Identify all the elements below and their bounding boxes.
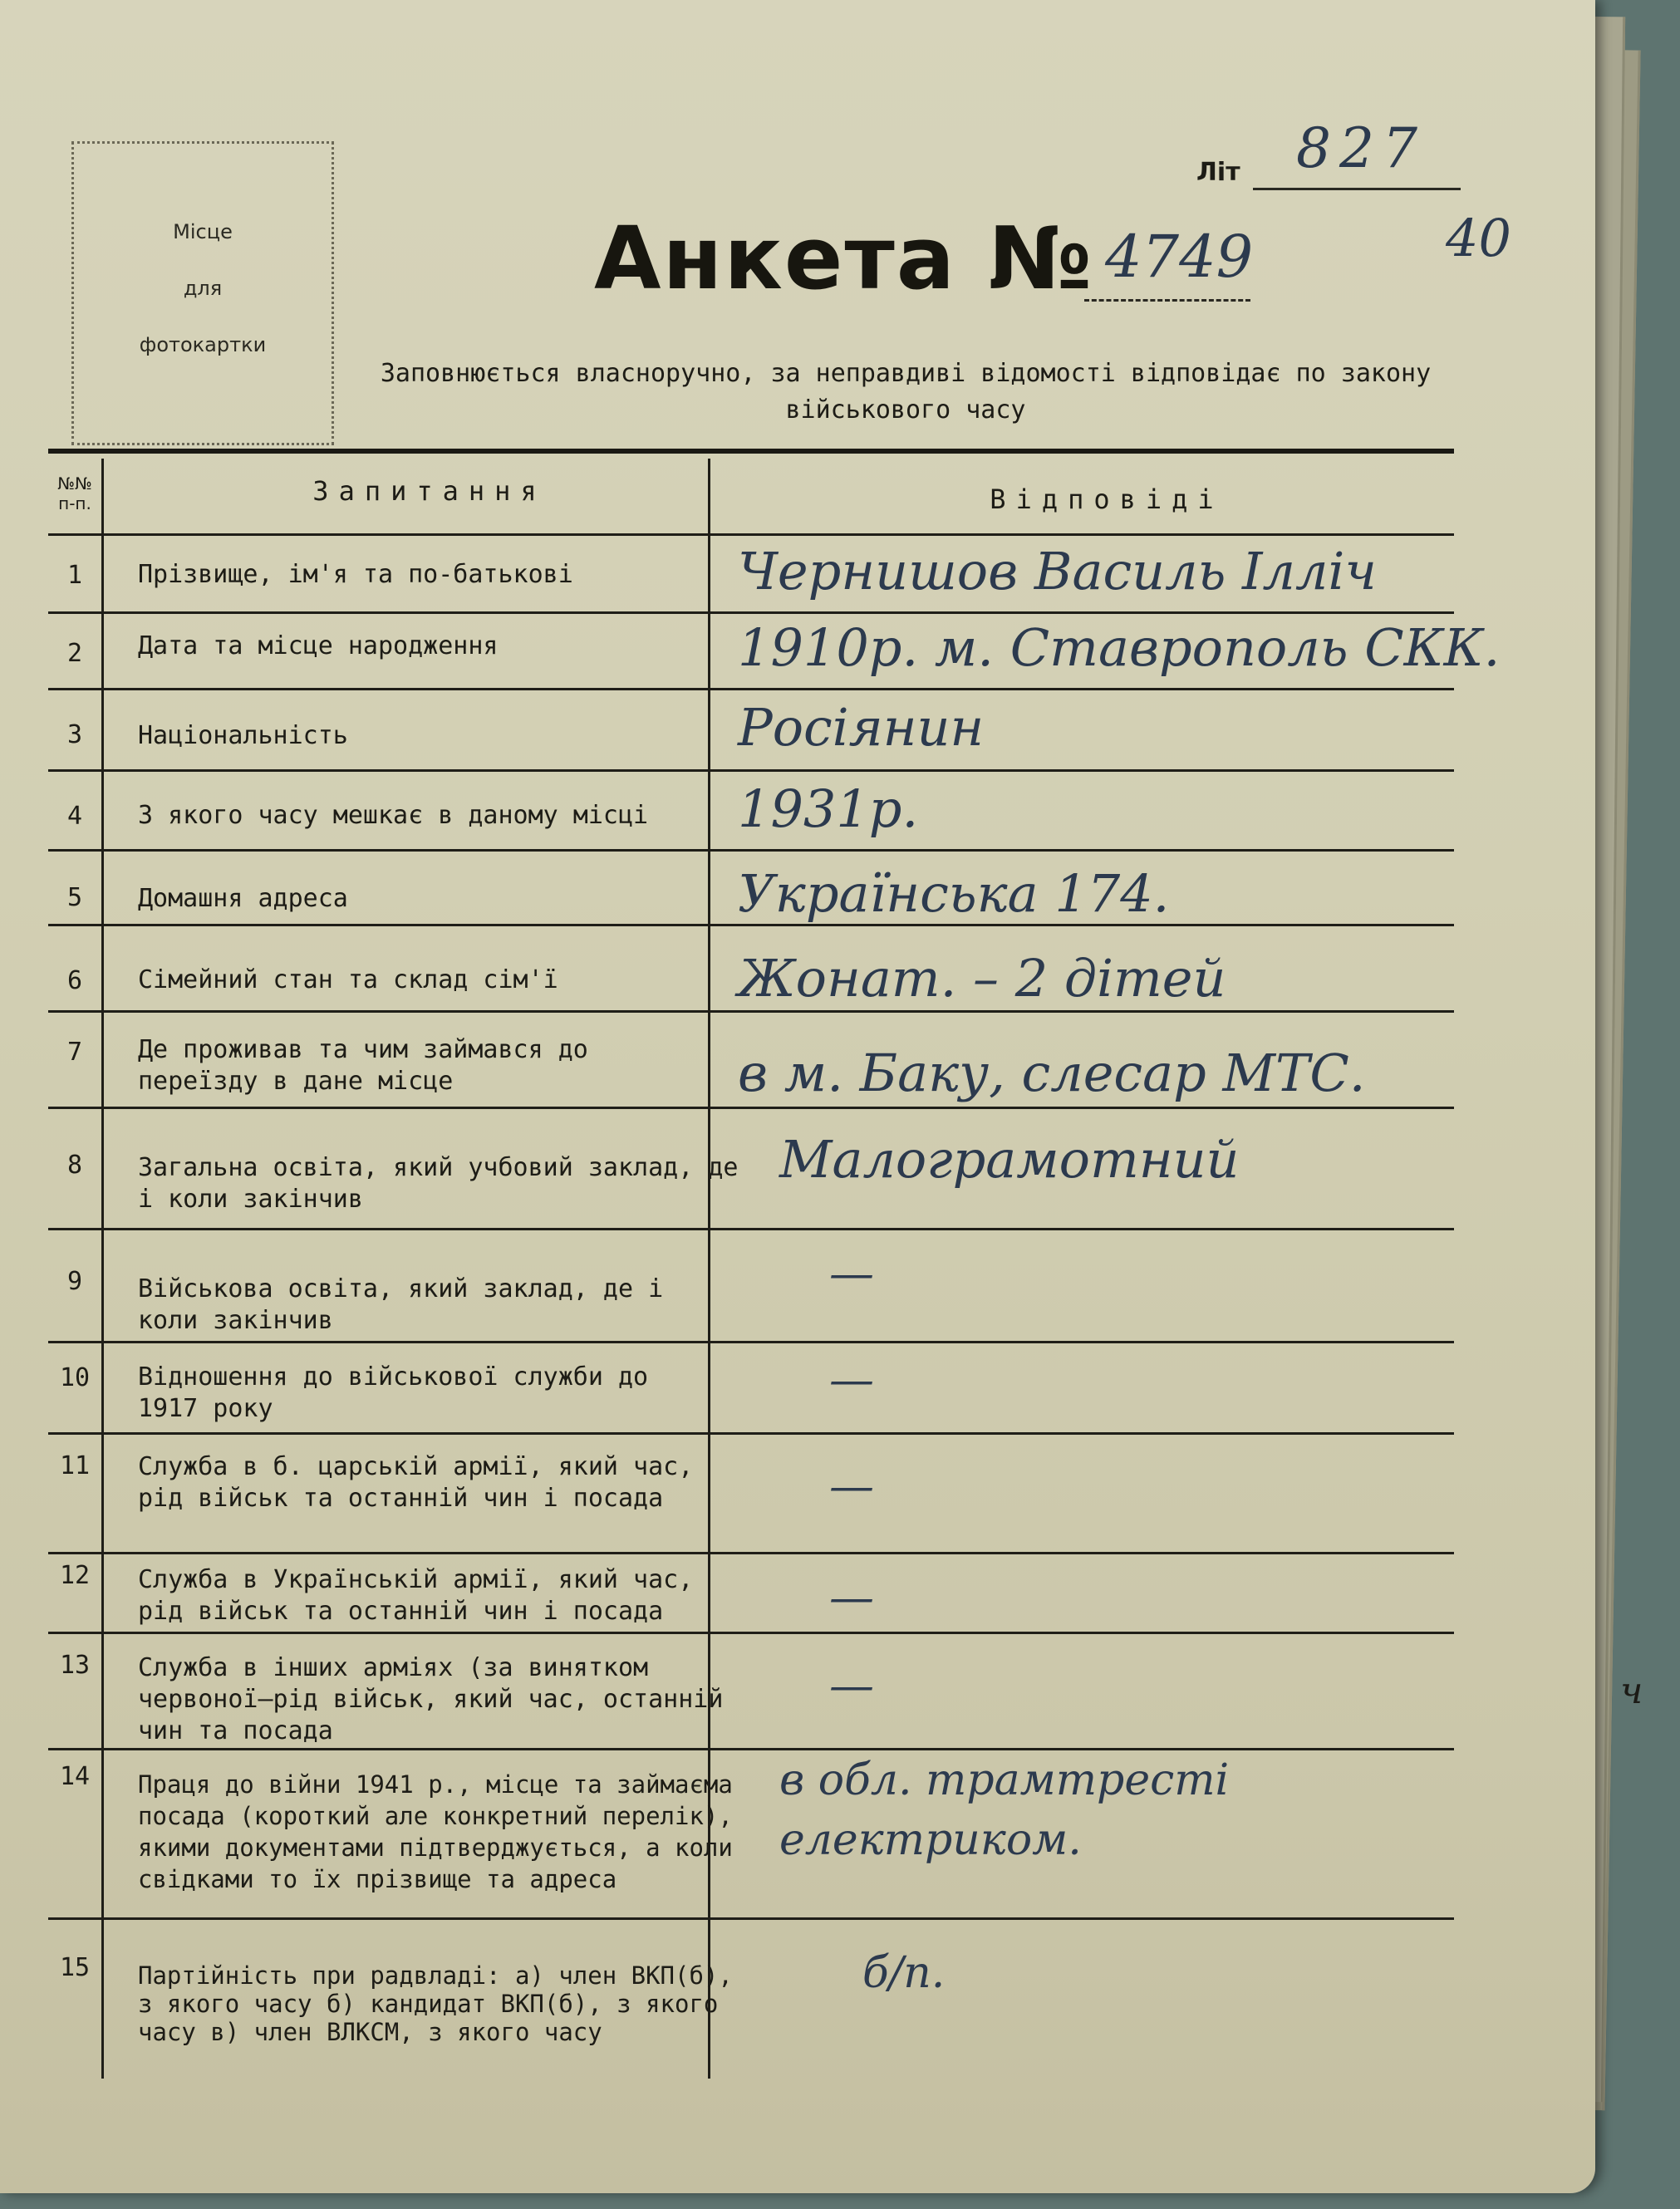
row-number: 3: [66, 720, 83, 749]
row-answer: —: [829, 1247, 874, 1299]
row-answer: Чернишов Василь Ілліч: [738, 541, 1377, 601]
page-title: Анкета №: [594, 208, 1094, 309]
table-row: [48, 1107, 1454, 1230]
row-answer: 1931р.: [738, 778, 919, 839]
row-number: 7: [66, 1038, 83, 1067]
title-number-line: [1084, 299, 1250, 302]
table-header: [48, 459, 1454, 533]
row-question: З якого часу мешкає в даному місці: [138, 801, 649, 830]
table-row: [48, 611, 1501, 690]
table-row: [48, 924, 1454, 1013]
sheet-number: 40: [1446, 208, 1511, 268]
row-answer: Українська 174.: [738, 863, 1170, 924]
row-question: Сімейний стан та склад сім'ї: [138, 965, 558, 994]
photo-label-line3: фотокартки: [139, 333, 267, 356]
table-row: [48, 1228, 1454, 1343]
row-question: Загальна освіта, який учбовий заклад, де і коли закінчив: [138, 1153, 739, 1214]
row-number: 1: [66, 561, 83, 590]
table-row: [48, 1917, 1454, 2084]
photo-label-line1: Місце: [173, 220, 233, 243]
row-answer: —: [829, 1659, 874, 1711]
row-number: 2: [66, 639, 83, 668]
row-question: Праця до війни 1941 р., місце та займаєма посада (короткий але конкретний перелік), якими документами підтверджується, а коли свідками то їх прізвище та адреса: [138, 1770, 733, 1893]
photo-placeholder: [71, 141, 334, 445]
table-row: [48, 1552, 1454, 1634]
row-question: Домашня адреса: [138, 884, 348, 913]
table-row: [48, 1341, 1454, 1435]
margin-mark: ч: [1620, 1670, 1643, 1712]
row-question: Служба в Українській армії, який час, рід військ та останній чин і посада: [138, 1565, 694, 1626]
lit-value: 827: [1296, 116, 1426, 180]
row-question: Прізвище, ім'я та по-батькові: [138, 560, 573, 589]
row-number: 14: [59, 1762, 91, 1791]
row-answer: Росіянин: [738, 697, 985, 758]
table-row: [48, 769, 1454, 852]
photo-label-line2: для: [183, 277, 223, 300]
header-num: №№ п-п.: [57, 474, 92, 513]
table-row: [48, 1010, 1454, 1109]
row-number: 5: [66, 883, 83, 912]
row-number: 13: [59, 1651, 91, 1680]
row-answer: б/п.: [862, 1948, 946, 1998]
row-number: 12: [59, 1561, 91, 1590]
row-question: Військова освіта, який заклад, де і коли закінчив: [138, 1274, 664, 1335]
row-answer: —: [829, 1571, 874, 1623]
row-question: Національність: [138, 721, 348, 750]
anketa-number: 4749: [1105, 223, 1254, 291]
header-rule: [48, 449, 1454, 454]
table-row: [48, 688, 1454, 772]
row-answer: Жонат. – 2 дітей: [738, 948, 1226, 1009]
table-row: [48, 1632, 1454, 1750]
table-row: [48, 1748, 1454, 1920]
row-number: 8: [66, 1151, 83, 1180]
subtitle: Заповнюється власноручно, за неправдиві відомості відповідає по закону військового часу: [380, 359, 1432, 425]
table-row: [48, 1432, 1454, 1554]
row-number: 10: [59, 1363, 91, 1392]
row-number: 9: [66, 1267, 83, 1296]
row-question: Відношення до військової служби до 1917 року: [138, 1362, 649, 1423]
row-question: Партійність при радвладі: а) член ВКП(б), з якого часу б) кандидат ВКП(б), з якого часу в) член ВЛКСМ, з якого часу: [138, 1961, 733, 2046]
table-row: [48, 533, 1454, 614]
row-answer: в обл. трамтресті електриком.: [779, 1755, 1230, 1865]
row-number: 15: [59, 1953, 91, 1982]
row-answer: —: [829, 1353, 874, 1406]
header-answer: Відповіді: [990, 484, 1224, 515]
row-answer: 1910р. м. Ставрополь СКК.: [738, 617, 1501, 678]
row-question: Де проживав та чим займався до переїзду в дане місце: [138, 1035, 588, 1096]
row-question: Служба в б. царській армії, який час, рід військ та останній чин і посада: [138, 1452, 694, 1513]
row-answer: Малограмотний: [779, 1129, 1240, 1190]
row-answer: —: [829, 1460, 874, 1512]
lit-label: Лiт: [1196, 158, 1240, 187]
row-question: Дата та місце народження: [138, 631, 499, 660]
row-number: 6: [66, 966, 83, 995]
row-answer: в м. Баку, слесар МТС.: [738, 1043, 1366, 1103]
table-row: [48, 849, 1454, 926]
row-number: 4: [66, 802, 83, 831]
row-number: 11: [59, 1451, 91, 1480]
row-question: Служба в інших арміях (за винятком червоної—рід військ, який час, останній чин та посада: [138, 1653, 724, 1745]
header-question: Запитання: [312, 475, 547, 507]
lit-line: [1253, 188, 1461, 190]
